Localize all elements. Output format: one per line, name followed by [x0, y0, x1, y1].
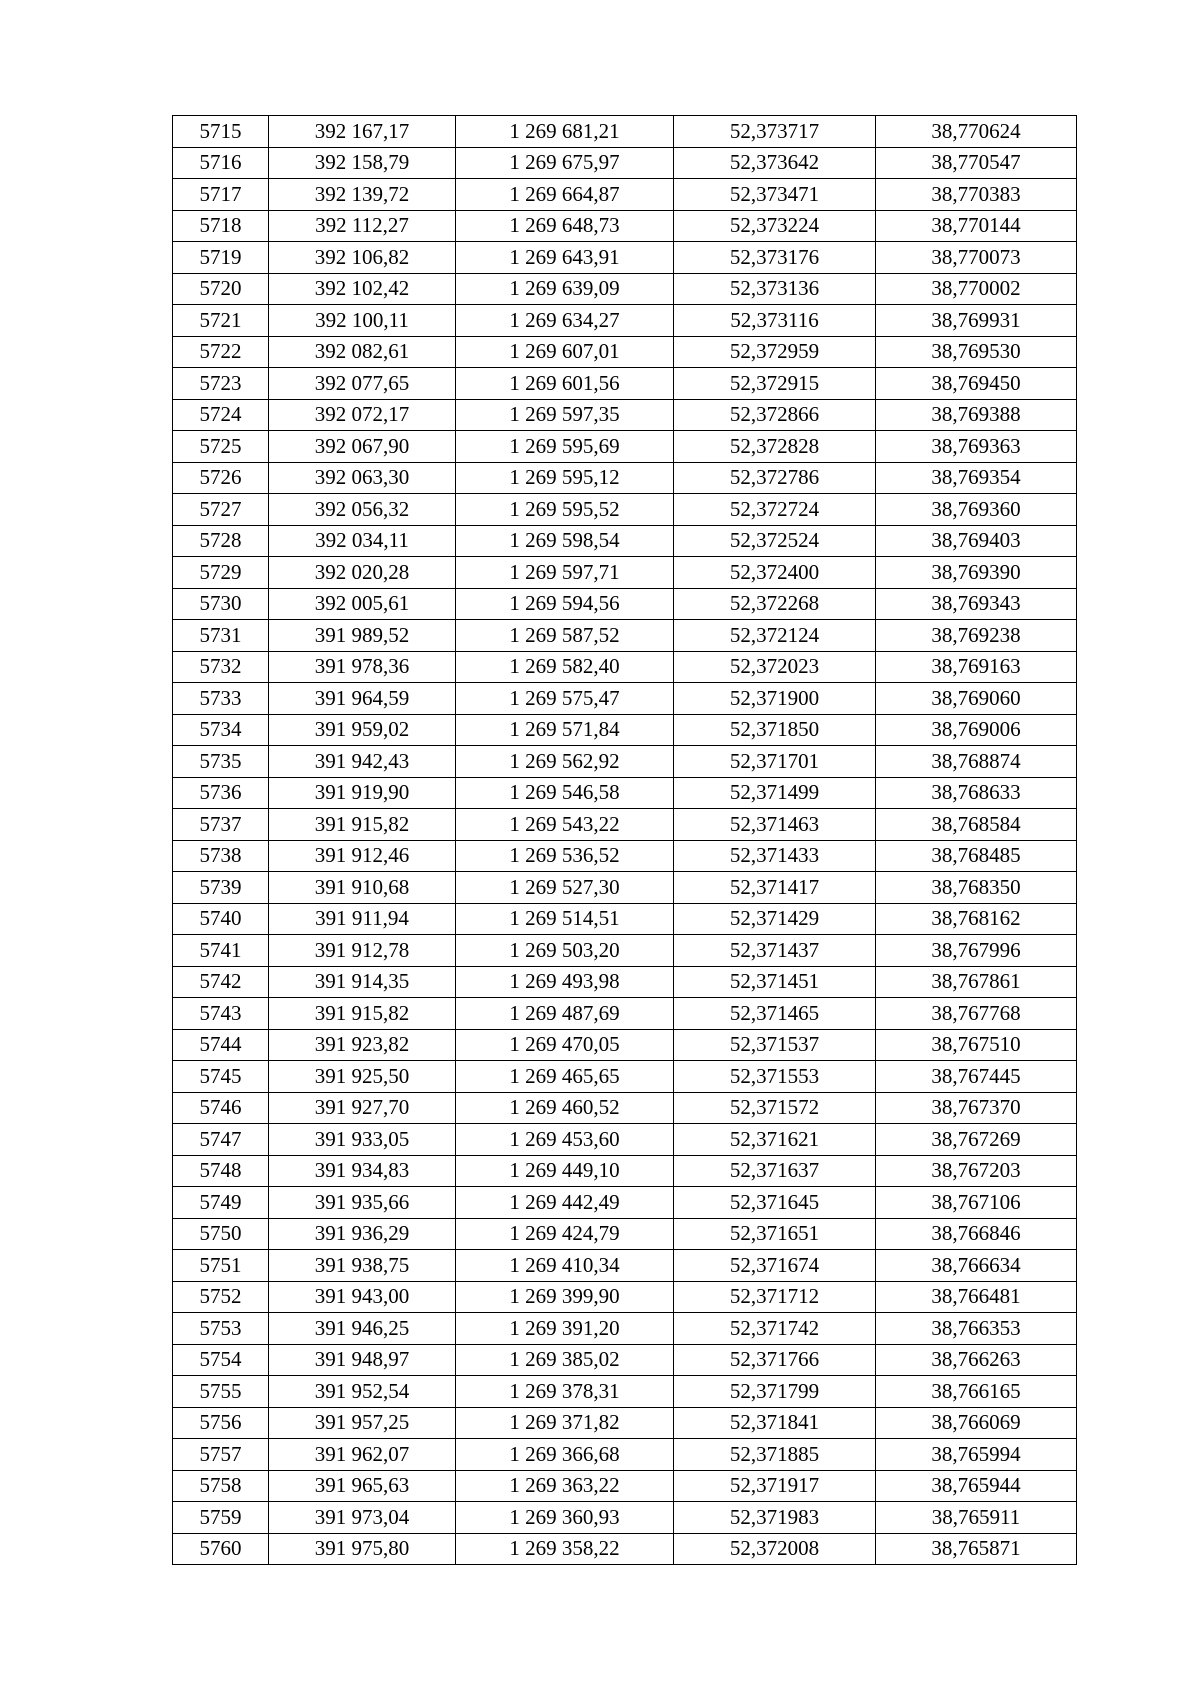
- x-coordinate-cell: 391 964,59: [269, 683, 456, 715]
- longitude-cell: 38,769450: [876, 368, 1077, 400]
- y-coordinate-cell: 1 269 597,71: [456, 557, 674, 589]
- y-coordinate-cell: 1 269 424,79: [456, 1218, 674, 1250]
- longitude-cell: 38,769530: [876, 336, 1077, 368]
- y-coordinate-cell: 1 269 648,73: [456, 210, 674, 242]
- x-coordinate-cell: 392 139,72: [269, 179, 456, 211]
- point-number-cell: 5723: [173, 368, 269, 400]
- latitude-cell: 52,371799: [674, 1376, 876, 1408]
- point-number-cell: 5742: [173, 966, 269, 998]
- x-coordinate-cell: 391 938,75: [269, 1250, 456, 1282]
- longitude-cell: 38,765911: [876, 1502, 1077, 1534]
- x-coordinate-cell: 391 912,78: [269, 935, 456, 967]
- x-coordinate-cell: 392 167,17: [269, 116, 456, 148]
- x-coordinate-cell: 391 973,04: [269, 1502, 456, 1534]
- y-coordinate-cell: 1 269 597,35: [456, 399, 674, 431]
- point-number-cell: 5719: [173, 242, 269, 274]
- latitude-cell: 52,373224: [674, 210, 876, 242]
- table-row: [173, 1470, 1077, 1502]
- latitude-cell: 52,371742: [674, 1313, 876, 1345]
- x-coordinate-cell: 391 925,50: [269, 1061, 456, 1093]
- point-number-cell: 5758: [173, 1470, 269, 1502]
- x-coordinate-cell: 392 082,61: [269, 336, 456, 368]
- table-row: [173, 1439, 1077, 1471]
- table-row: [173, 368, 1077, 400]
- y-coordinate-cell: 1 269 470,05: [456, 1029, 674, 1061]
- y-coordinate-cell: 1 269 449,10: [456, 1155, 674, 1187]
- table-row: [173, 305, 1077, 337]
- table-row: [173, 1155, 1077, 1187]
- table-row: [173, 431, 1077, 463]
- latitude-cell: 52,371537: [674, 1029, 876, 1061]
- table-row: [173, 1313, 1077, 1345]
- latitude-cell: 52,371917: [674, 1470, 876, 1502]
- table-row: [173, 998, 1077, 1030]
- latitude-cell: 52,373471: [674, 179, 876, 211]
- latitude-cell: 52,372124: [674, 620, 876, 652]
- latitude-cell: 52,371451: [674, 966, 876, 998]
- longitude-cell: 38,768350: [876, 872, 1077, 904]
- x-coordinate-cell: 392 106,82: [269, 242, 456, 274]
- latitude-cell: 52,371900: [674, 683, 876, 715]
- point-number-cell: 5728: [173, 525, 269, 557]
- point-number-cell: 5736: [173, 777, 269, 809]
- y-coordinate-cell: 1 269 363,22: [456, 1470, 674, 1502]
- point-number-cell: 5717: [173, 179, 269, 211]
- y-coordinate-cell: 1 269 594,56: [456, 588, 674, 620]
- latitude-cell: 52,372786: [674, 462, 876, 494]
- longitude-cell: 38,766263: [876, 1344, 1077, 1376]
- x-coordinate-cell: 392 005,61: [269, 588, 456, 620]
- point-number-cell: 5746: [173, 1092, 269, 1124]
- x-coordinate-cell: 391 936,29: [269, 1218, 456, 1250]
- latitude-cell: 52,371417: [674, 872, 876, 904]
- point-number-cell: 5757: [173, 1439, 269, 1471]
- y-coordinate-cell: 1 269 639,09: [456, 273, 674, 305]
- coordinates-table-body: [173, 116, 1077, 1565]
- latitude-cell: 52,372524: [674, 525, 876, 557]
- latitude-cell: 52,371433: [674, 840, 876, 872]
- y-coordinate-cell: 1 269 575,47: [456, 683, 674, 715]
- latitude-cell: 52,371465: [674, 998, 876, 1030]
- x-coordinate-cell: 391 919,90: [269, 777, 456, 809]
- latitude-cell: 52,371841: [674, 1407, 876, 1439]
- x-coordinate-cell: 392 020,28: [269, 557, 456, 589]
- x-coordinate-cell: 391 911,94: [269, 903, 456, 935]
- x-coordinate-cell: 391 910,68: [269, 872, 456, 904]
- table-row: [173, 1407, 1077, 1439]
- latitude-cell: 52,372023: [674, 651, 876, 683]
- y-coordinate-cell: 1 269 385,02: [456, 1344, 674, 1376]
- longitude-cell: 38,766481: [876, 1281, 1077, 1313]
- longitude-cell: 38,769238: [876, 620, 1077, 652]
- y-coordinate-cell: 1 269 664,87: [456, 179, 674, 211]
- table-row: [173, 1250, 1077, 1282]
- table-row: [173, 714, 1077, 746]
- x-coordinate-cell: 391 912,46: [269, 840, 456, 872]
- point-number-cell: 5737: [173, 809, 269, 841]
- longitude-cell: 38,765944: [876, 1470, 1077, 1502]
- longitude-cell: 38,767861: [876, 966, 1077, 998]
- point-number-cell: 5740: [173, 903, 269, 935]
- longitude-cell: 38,769354: [876, 462, 1077, 494]
- point-number-cell: 5718: [173, 210, 269, 242]
- table-row: [173, 903, 1077, 935]
- latitude-cell: 52,371674: [674, 1250, 876, 1282]
- point-number-cell: 5747: [173, 1124, 269, 1156]
- y-coordinate-cell: 1 269 453,60: [456, 1124, 674, 1156]
- x-coordinate-cell: 391 978,36: [269, 651, 456, 683]
- longitude-cell: 38,765994: [876, 1439, 1077, 1471]
- point-number-cell: 5754: [173, 1344, 269, 1376]
- table-row: [173, 966, 1077, 998]
- table-row: [173, 557, 1077, 589]
- longitude-cell: 38,768633: [876, 777, 1077, 809]
- y-coordinate-cell: 1 269 543,22: [456, 809, 674, 841]
- table-row: [173, 872, 1077, 904]
- point-number-cell: 5724: [173, 399, 269, 431]
- x-coordinate-cell: 392 072,17: [269, 399, 456, 431]
- x-coordinate-cell: 391 915,82: [269, 809, 456, 841]
- table-row: [173, 1061, 1077, 1093]
- y-coordinate-cell: 1 269 595,69: [456, 431, 674, 463]
- y-coordinate-cell: 1 269 378,31: [456, 1376, 674, 1408]
- y-coordinate-cell: 1 269 527,30: [456, 872, 674, 904]
- point-number-cell: 5739: [173, 872, 269, 904]
- y-coordinate-cell: 1 269 598,54: [456, 525, 674, 557]
- point-number-cell: 5743: [173, 998, 269, 1030]
- longitude-cell: 38,769343: [876, 588, 1077, 620]
- longitude-cell: 38,767445: [876, 1061, 1077, 1093]
- latitude-cell: 52,372828: [674, 431, 876, 463]
- x-coordinate-cell: 392 056,32: [269, 494, 456, 526]
- y-coordinate-cell: 1 269 487,69: [456, 998, 674, 1030]
- point-number-cell: 5733: [173, 683, 269, 715]
- x-coordinate-cell: 391 989,52: [269, 620, 456, 652]
- y-coordinate-cell: 1 269 358,22: [456, 1533, 674, 1565]
- table-row: [173, 683, 1077, 715]
- latitude-cell: 52,371463: [674, 809, 876, 841]
- longitude-cell: 38,769403: [876, 525, 1077, 557]
- longitude-cell: 38,766165: [876, 1376, 1077, 1408]
- longitude-cell: 38,768874: [876, 746, 1077, 778]
- x-coordinate-cell: 391 915,82: [269, 998, 456, 1030]
- table-row: [173, 242, 1077, 274]
- latitude-cell: 52,373116: [674, 305, 876, 337]
- y-coordinate-cell: 1 269 634,27: [456, 305, 674, 337]
- table-row: [173, 494, 1077, 526]
- point-number-cell: 5749: [173, 1187, 269, 1219]
- latitude-cell: 52,371572: [674, 1092, 876, 1124]
- table-row: [173, 1281, 1077, 1313]
- latitude-cell: 52,372959: [674, 336, 876, 368]
- table-row: [173, 1344, 1077, 1376]
- point-number-cell: 5748: [173, 1155, 269, 1187]
- latitude-cell: 52,371850: [674, 714, 876, 746]
- latitude-cell: 52,372915: [674, 368, 876, 400]
- longitude-cell: 38,770002: [876, 273, 1077, 305]
- point-number-cell: 5715: [173, 116, 269, 148]
- table-row: [173, 1218, 1077, 1250]
- longitude-cell: 38,765871: [876, 1533, 1077, 1565]
- longitude-cell: 38,767203: [876, 1155, 1077, 1187]
- point-number-cell: 5727: [173, 494, 269, 526]
- x-coordinate-cell: 391 962,07: [269, 1439, 456, 1471]
- latitude-cell: 52,371712: [674, 1281, 876, 1313]
- y-coordinate-cell: 1 269 514,51: [456, 903, 674, 935]
- longitude-cell: 38,767106: [876, 1187, 1077, 1219]
- longitude-cell: 38,767768: [876, 998, 1077, 1030]
- y-coordinate-cell: 1 269 681,21: [456, 116, 674, 148]
- y-coordinate-cell: 1 269 571,84: [456, 714, 674, 746]
- latitude-cell: 52,371766: [674, 1344, 876, 1376]
- point-number-cell: 5760: [173, 1533, 269, 1565]
- y-coordinate-cell: 1 269 587,52: [456, 620, 674, 652]
- latitude-cell: 52,373136: [674, 273, 876, 305]
- longitude-cell: 38,766069: [876, 1407, 1077, 1439]
- table-row: [173, 210, 1077, 242]
- table-row: [173, 525, 1077, 557]
- y-coordinate-cell: 1 269 442,49: [456, 1187, 674, 1219]
- y-coordinate-cell: 1 269 366,68: [456, 1439, 674, 1471]
- point-number-cell: 5756: [173, 1407, 269, 1439]
- x-coordinate-cell: 392 112,27: [269, 210, 456, 242]
- latitude-cell: 52,371553: [674, 1061, 876, 1093]
- table-row: [173, 809, 1077, 841]
- longitude-cell: 38,769060: [876, 683, 1077, 715]
- point-number-cell: 5730: [173, 588, 269, 620]
- point-number-cell: 5731: [173, 620, 269, 652]
- x-coordinate-cell: 392 100,11: [269, 305, 456, 337]
- table-row: [173, 1092, 1077, 1124]
- x-coordinate-cell: 391 948,97: [269, 1344, 456, 1376]
- latitude-cell: 52,372268: [674, 588, 876, 620]
- x-coordinate-cell: 391 935,66: [269, 1187, 456, 1219]
- table-row: [173, 1533, 1077, 1565]
- latitude-cell: 52,372724: [674, 494, 876, 526]
- y-coordinate-cell: 1 269 460,52: [456, 1092, 674, 1124]
- table-row: [173, 840, 1077, 872]
- point-number-cell: 5738: [173, 840, 269, 872]
- y-coordinate-cell: 1 269 582,40: [456, 651, 674, 683]
- table-row: [173, 179, 1077, 211]
- x-coordinate-cell: 391 927,70: [269, 1092, 456, 1124]
- longitude-cell: 38,770073: [876, 242, 1077, 274]
- longitude-cell: 38,767510: [876, 1029, 1077, 1061]
- longitude-cell: 38,767996: [876, 935, 1077, 967]
- x-coordinate-cell: 391 934,83: [269, 1155, 456, 1187]
- longitude-cell: 38,769363: [876, 431, 1077, 463]
- y-coordinate-cell: 1 269 546,58: [456, 777, 674, 809]
- longitude-cell: 38,766634: [876, 1250, 1077, 1282]
- y-coordinate-cell: 1 269 493,98: [456, 966, 674, 998]
- y-coordinate-cell: 1 269 643,91: [456, 242, 674, 274]
- longitude-cell: 38,766353: [876, 1313, 1077, 1345]
- x-coordinate-cell: 391 943,00: [269, 1281, 456, 1313]
- point-number-cell: 5750: [173, 1218, 269, 1250]
- y-coordinate-cell: 1 269 371,82: [456, 1407, 674, 1439]
- point-number-cell: 5725: [173, 431, 269, 463]
- latitude-cell: 52,371429: [674, 903, 876, 935]
- table-row: [173, 777, 1077, 809]
- point-number-cell: 5745: [173, 1061, 269, 1093]
- point-number-cell: 5716: [173, 147, 269, 179]
- y-coordinate-cell: 1 269 465,65: [456, 1061, 674, 1093]
- point-number-cell: 5720: [173, 273, 269, 305]
- y-coordinate-cell: 1 269 399,90: [456, 1281, 674, 1313]
- point-number-cell: 5753: [173, 1313, 269, 1345]
- longitude-cell: 38,769388: [876, 399, 1077, 431]
- latitude-cell: 52,371637: [674, 1155, 876, 1187]
- table-row: [173, 147, 1077, 179]
- longitude-cell: 38,769360: [876, 494, 1077, 526]
- table-row: [173, 336, 1077, 368]
- latitude-cell: 52,371983: [674, 1502, 876, 1534]
- point-number-cell: 5752: [173, 1281, 269, 1313]
- point-number-cell: 5734: [173, 714, 269, 746]
- y-coordinate-cell: 1 269 675,97: [456, 147, 674, 179]
- table-row: [173, 588, 1077, 620]
- table-row: [173, 462, 1077, 494]
- point-number-cell: 5726: [173, 462, 269, 494]
- longitude-cell: 38,768485: [876, 840, 1077, 872]
- longitude-cell: 38,770144: [876, 210, 1077, 242]
- x-coordinate-cell: 391 923,82: [269, 1029, 456, 1061]
- point-number-cell: 5751: [173, 1250, 269, 1282]
- latitude-cell: 52,372400: [674, 557, 876, 589]
- longitude-cell: 38,767269: [876, 1124, 1077, 1156]
- x-coordinate-cell: 392 067,90: [269, 431, 456, 463]
- point-number-cell: 5744: [173, 1029, 269, 1061]
- point-number-cell: 5735: [173, 746, 269, 778]
- latitude-cell: 52,371437: [674, 935, 876, 967]
- table-row: [173, 116, 1077, 148]
- point-number-cell: 5755: [173, 1376, 269, 1408]
- point-number-cell: 5732: [173, 651, 269, 683]
- table-row: [173, 746, 1077, 778]
- longitude-cell: 38,768584: [876, 809, 1077, 841]
- latitude-cell: 52,371621: [674, 1124, 876, 1156]
- x-coordinate-cell: 391 975,80: [269, 1533, 456, 1565]
- x-coordinate-cell: 392 077,65: [269, 368, 456, 400]
- x-coordinate-cell: 392 102,42: [269, 273, 456, 305]
- latitude-cell: 52,372866: [674, 399, 876, 431]
- table-row: [173, 620, 1077, 652]
- x-coordinate-cell: 391 952,54: [269, 1376, 456, 1408]
- x-coordinate-cell: 391 965,63: [269, 1470, 456, 1502]
- y-coordinate-cell: 1 269 503,20: [456, 935, 674, 967]
- y-coordinate-cell: 1 269 607,01: [456, 336, 674, 368]
- y-coordinate-cell: 1 269 601,56: [456, 368, 674, 400]
- longitude-cell: 38,770383: [876, 179, 1077, 211]
- table-row: [173, 273, 1077, 305]
- point-number-cell: 5759: [173, 1502, 269, 1534]
- longitude-cell: 38,769931: [876, 305, 1077, 337]
- y-coordinate-cell: 1 269 595,12: [456, 462, 674, 494]
- point-number-cell: 5741: [173, 935, 269, 967]
- latitude-cell: 52,373176: [674, 242, 876, 274]
- point-number-cell: 5722: [173, 336, 269, 368]
- table-row: [173, 651, 1077, 683]
- longitude-cell: 38,768162: [876, 903, 1077, 935]
- latitude-cell: 52,371701: [674, 746, 876, 778]
- latitude-cell: 52,371651: [674, 1218, 876, 1250]
- longitude-cell: 38,770547: [876, 147, 1077, 179]
- table-row: [173, 1124, 1077, 1156]
- table-row: [173, 1502, 1077, 1534]
- longitude-cell: 38,769390: [876, 557, 1077, 589]
- longitude-cell: 38,767370: [876, 1092, 1077, 1124]
- x-coordinate-cell: 392 034,11: [269, 525, 456, 557]
- y-coordinate-cell: 1 269 562,92: [456, 746, 674, 778]
- latitude-cell: 52,371645: [674, 1187, 876, 1219]
- x-coordinate-cell: 391 914,35: [269, 966, 456, 998]
- y-coordinate-cell: 1 269 410,34: [456, 1250, 674, 1282]
- table-row: [173, 1187, 1077, 1219]
- coordinates-table: [172, 115, 1077, 1565]
- latitude-cell: 52,372008: [674, 1533, 876, 1565]
- latitude-cell: 52,371885: [674, 1439, 876, 1471]
- longitude-cell: 38,769006: [876, 714, 1077, 746]
- x-coordinate-cell: 391 957,25: [269, 1407, 456, 1439]
- x-coordinate-cell: 391 959,02: [269, 714, 456, 746]
- table-row: [173, 1029, 1077, 1061]
- x-coordinate-cell: 392 158,79: [269, 147, 456, 179]
- longitude-cell: 38,766846: [876, 1218, 1077, 1250]
- point-number-cell: 5729: [173, 557, 269, 589]
- x-coordinate-cell: 392 063,30: [269, 462, 456, 494]
- longitude-cell: 38,770624: [876, 116, 1077, 148]
- x-coordinate-cell: 391 942,43: [269, 746, 456, 778]
- table-row: [173, 399, 1077, 431]
- y-coordinate-cell: 1 269 536,52: [456, 840, 674, 872]
- latitude-cell: 52,373642: [674, 147, 876, 179]
- latitude-cell: 52,371499: [674, 777, 876, 809]
- x-coordinate-cell: 391 933,05: [269, 1124, 456, 1156]
- longitude-cell: 38,769163: [876, 651, 1077, 683]
- x-coordinate-cell: 391 946,25: [269, 1313, 456, 1345]
- point-number-cell: 5721: [173, 305, 269, 337]
- y-coordinate-cell: 1 269 360,93: [456, 1502, 674, 1534]
- latitude-cell: 52,373717: [674, 116, 876, 148]
- y-coordinate-cell: 1 269 391,20: [456, 1313, 674, 1345]
- y-coordinate-cell: 1 269 595,52: [456, 494, 674, 526]
- table-row: [173, 935, 1077, 967]
- table-row: [173, 1376, 1077, 1408]
